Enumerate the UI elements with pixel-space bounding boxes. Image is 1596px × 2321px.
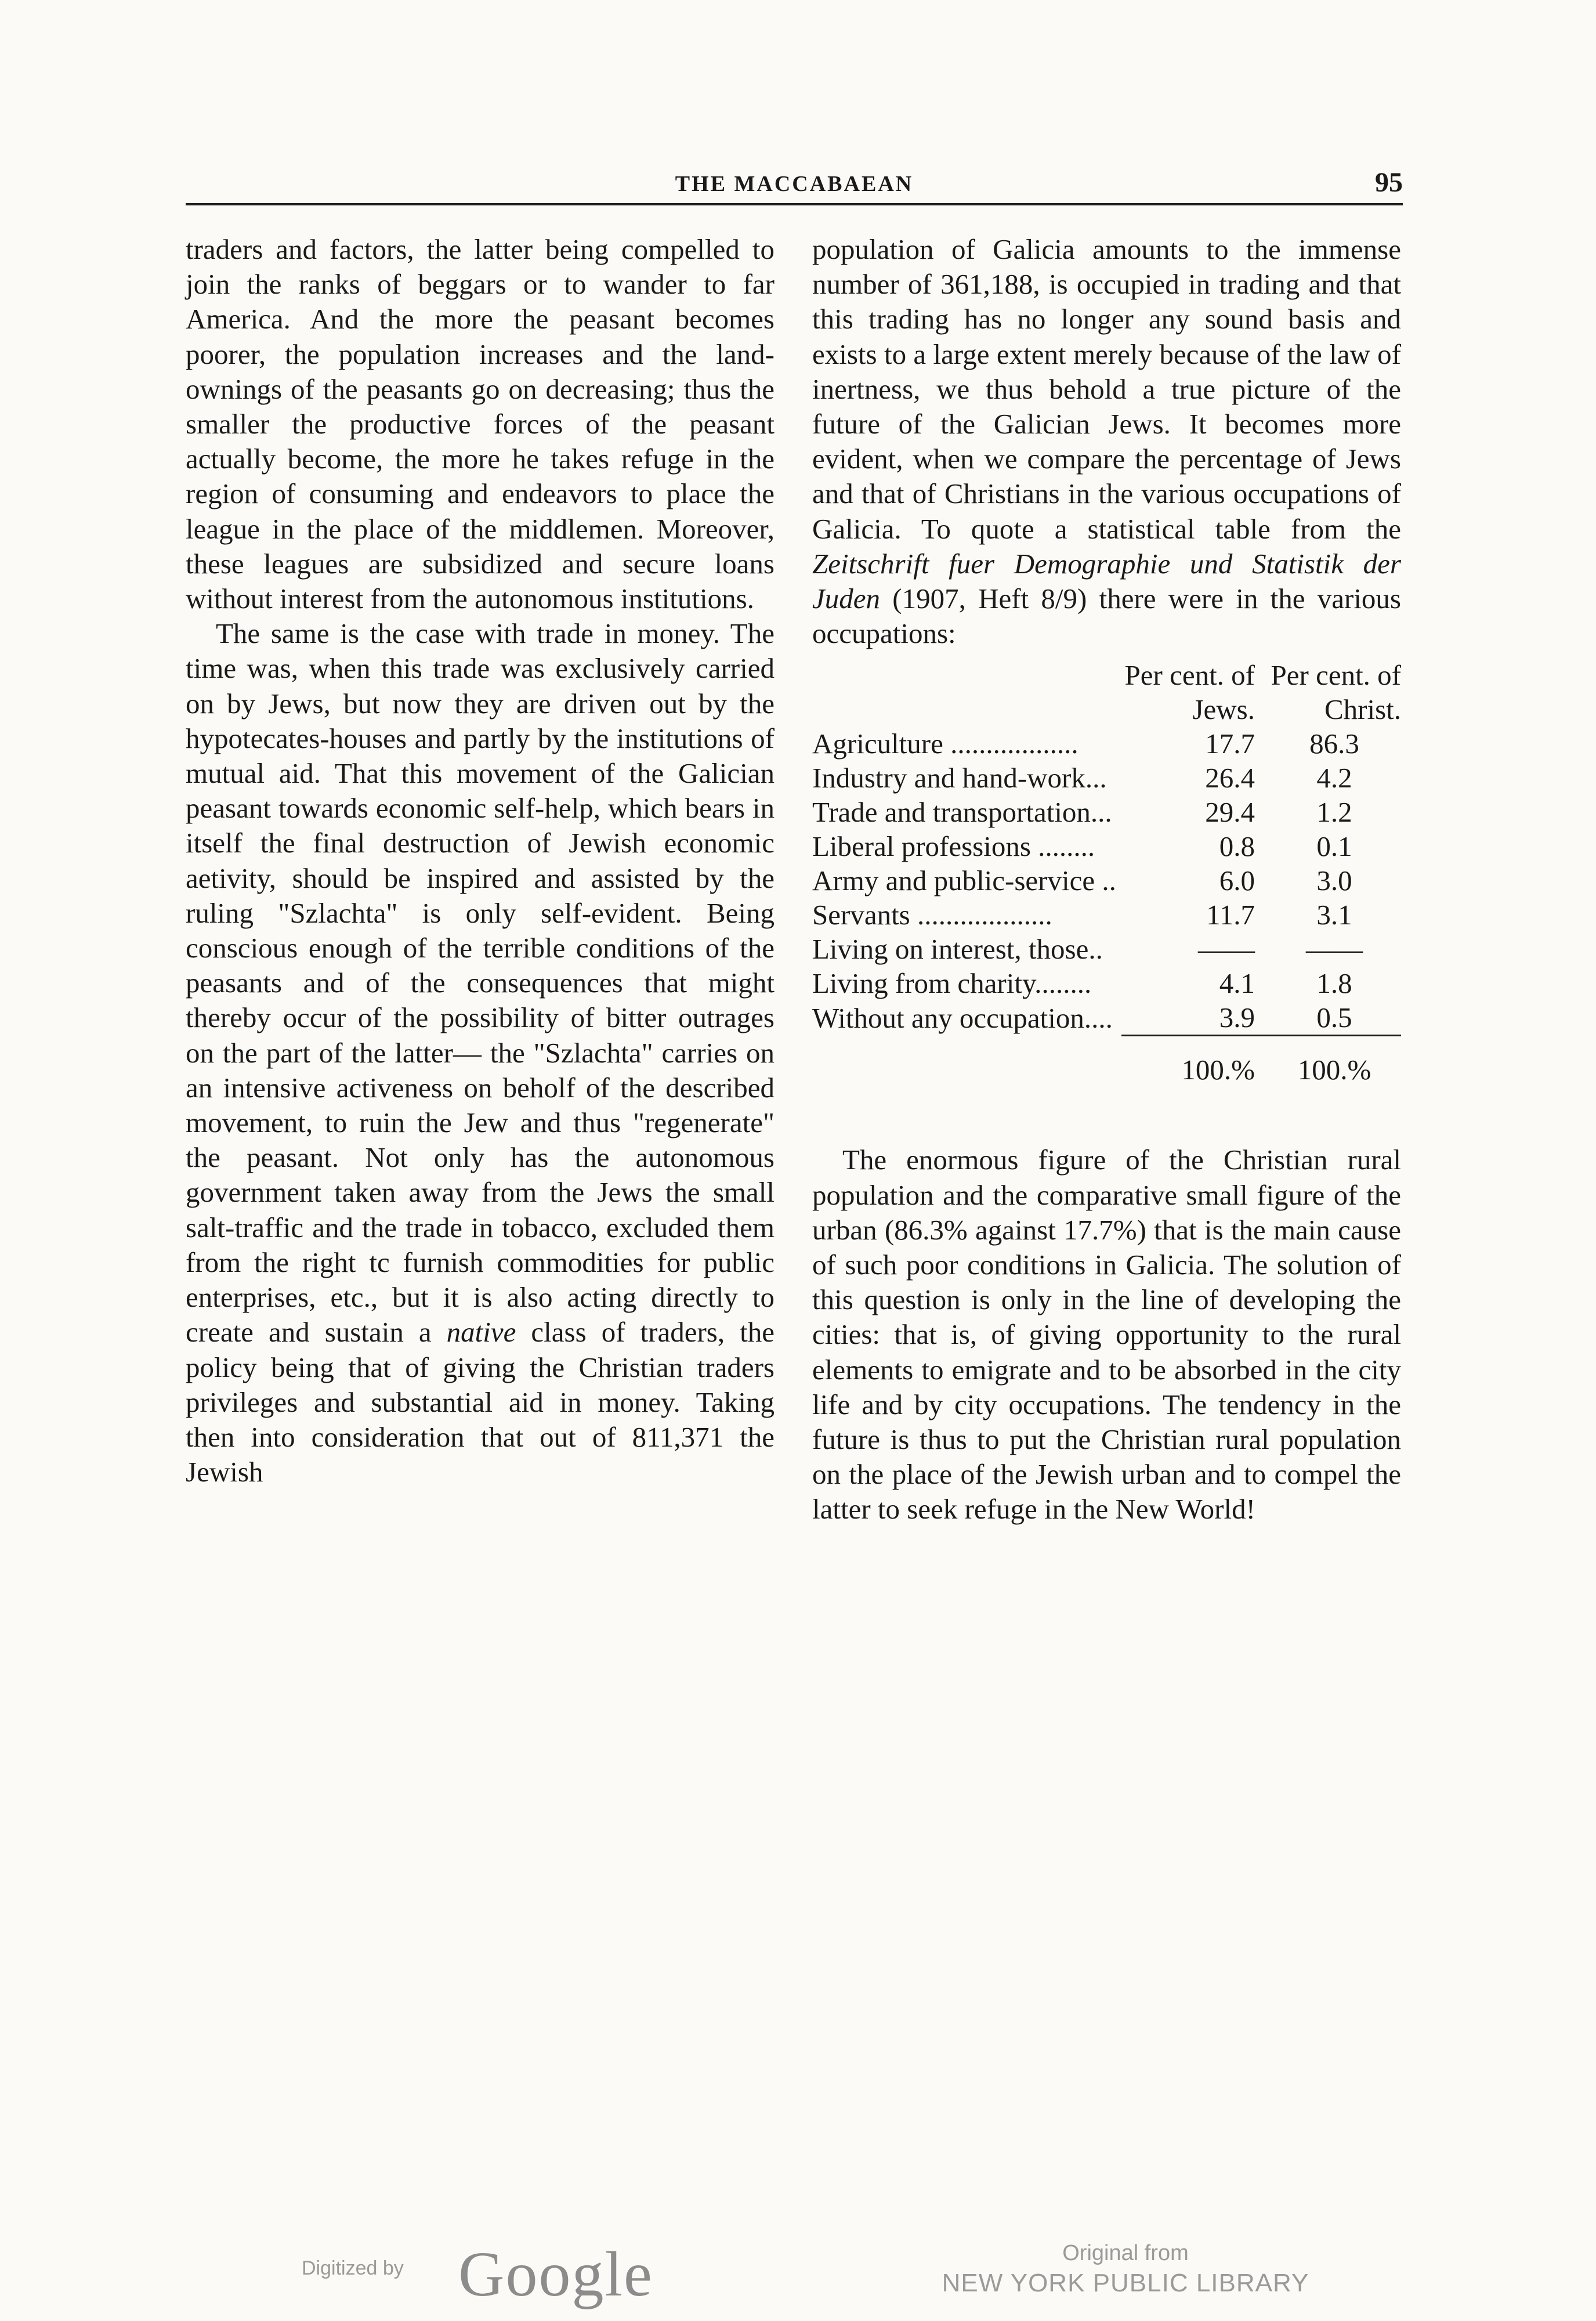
row-label: Agriculture ..................: [812, 728, 1079, 760]
table-row: [812, 863, 1401, 898]
left-paragraph-2: [186, 616, 775, 1490]
table-header-blank: [812, 658, 1121, 726]
google-logo: Google: [458, 2239, 653, 2309]
row-label: Army and public-service ..: [812, 865, 1116, 897]
row-jews-value: 4.1: [1219, 967, 1255, 1000]
right-paragraph-2: The enormous figure of the Christian rural population and the comparative small figure of the urban (86.3% against 17.7%) that is the main cause of such poor conditions in Galicia. The solution of this question is only in the line of developing the cities: that is, of giving opportunity to the rural elements to emigrate and to be absorbed in the city life and by city occupations. The tendency in the future is thus to put the Christian rural population on the place of the Jewish urban and to compel the latter to seek refuge in the New World!: [812, 1144, 1401, 1525]
running-head: THE MACCABAEAN: [675, 172, 914, 196]
header-rule: [186, 203, 1403, 205]
table-total-row: [812, 1036, 1401, 1087]
row-label: Servants ...................: [812, 899, 1052, 931]
table-row: [812, 1000, 1401, 1036]
row-jews-value: 11.7: [1206, 899, 1255, 931]
left-paragraph-1: traders and factors, the latter being compelled to join the ranks of beggars or to wander to far America. And the more the peasant becomes poorer, the population increases and the land-ownings of the peasants go on decreasing; thus the smaller the productive forces of the peasant actually become, the more he takes refuge in the region of consuming and endeavors to place the league in the place of the middlemen. Moreover, these leagues are subsidized and secure loans without interest from the autonomous institutions.: [186, 233, 775, 615]
page-footer: [0, 2239, 1596, 2315]
row-label: Liberal professions ........: [812, 830, 1095, 863]
row-christ-value: 1.2: [1316, 796, 1352, 829]
row-label: Living on interest, those..: [812, 933, 1103, 966]
table-row: [812, 726, 1401, 761]
original-from-label: Original from: [1062, 2241, 1189, 2265]
right-paragraph-1: [812, 232, 1401, 651]
table-row: [812, 932, 1401, 966]
table-header-row: [812, 658, 1401, 726]
row-christ-value: 3.0: [1316, 865, 1352, 897]
row-christ-value: 4.2: [1316, 762, 1352, 794]
row-label: Trade and transportation...: [812, 796, 1112, 829]
row-christ-value: 0.5: [1316, 1002, 1352, 1034]
page-number: 95: [1375, 167, 1403, 198]
occupation-statistics-table: [812, 658, 1401, 1087]
row-jews-value: 0.8: [1219, 830, 1255, 863]
row-jews-value: 29.4: [1205, 796, 1255, 829]
library-name: NEW YORK PUBLIC LIBRARY: [942, 2269, 1309, 2297]
page-header: [186, 167, 1403, 206]
row-jews-value: ——: [1198, 933, 1255, 966]
right-paragraph-1-end: (1907, Heft 8/9) there were in the various occupations:: [812, 583, 1402, 650]
row-christ-value: 0.1: [1316, 830, 1352, 863]
row-jews-value: 17.7: [1205, 728, 1255, 760]
journal-title: Zeitschrift fuer Demographie und Statistik der Juden: [812, 547, 1401, 615]
left-paragraph-2-end: class of traders, the policy being that of giving the Christian traders privileges and substantial aid in money. Taking then into consideration that out of 811,371 the Jewish: [186, 1316, 775, 1488]
total-jews: 100.%: [1121, 1036, 1268, 1087]
table-body: [812, 726, 1401, 1036]
row-label: Living from charity........: [812, 967, 1092, 1000]
table-row: [812, 898, 1401, 932]
row-label: Without any occupation....: [812, 1002, 1113, 1035]
table-row: [812, 829, 1401, 863]
total-label: [812, 1036, 1121, 1087]
row-jews-value: 26.4: [1205, 762, 1255, 794]
right-column: [812, 232, 1401, 1527]
row-jews-value: 6.0: [1219, 865, 1255, 897]
row-christ-value: ——: [1306, 933, 1363, 966]
native-emphasis: native: [446, 1316, 516, 1349]
table-row: [812, 795, 1401, 829]
right-paragraph-1-text: population of Galicia amounts to the immense number of 361,188, is occupied in trading and that this trading has no longer any sound basis and exists to a large extent merely because of the law of inertness, we thus behold a true picture of the future of the Galician Jews. It becomes more evident, when we compare the percentage of Jews and that of Christians in the various occupations of Galicia. To quote a statistical table from the: [812, 233, 1401, 545]
total-christ: 100.%: [1268, 1036, 1401, 1087]
left-paragraph-2-text: The same is the case with trade in money. The time was, when this trade was exclusively carried on by Jews, but now they are driven out by the hypotecates-houses and partly by the institutions of mutual aid. That this movement of the Galician peasant towards economic self-help, which bears in itself the final destruction of Jewish economic aetivity, should be inspired and assisted by the ruling "Szlachta" is only self-evident. Being conscious enough of the terrible conditions of the peasants and of the consequences that might thereby occur of the possibility of bitter outrages on the part of the latter— the "Szlachta" carries on an intensive activeness on beholf of the described movement, to ruin the Jew and thus "regenerate" the peasant. Not only has the autonomous government taken away from the Jews the small salt-traffic and the trade in tobacco, excluded them from the right tc furnish commodities for public enterprises, etc., but it is also acting directly to create and sustain a: [186, 617, 775, 1349]
row-christ-value: 1.8: [1316, 967, 1352, 1000]
row-jews-value: 3.9: [1219, 1002, 1255, 1034]
table-header-christ: Per cent. of Christ.: [1271, 659, 1401, 726]
row-label: Industry and hand-work...: [812, 762, 1107, 794]
table-row: [812, 761, 1401, 795]
digitized-by-label: Digitized by: [302, 2257, 404, 2279]
table-header-jews: Per cent. of Jews.: [1124, 659, 1255, 726]
left-column: [186, 232, 775, 1490]
row-christ-value: 3.1: [1316, 899, 1352, 931]
table-row: [812, 966, 1401, 1000]
row-christ-value: 86.3: [1309, 728, 1359, 760]
